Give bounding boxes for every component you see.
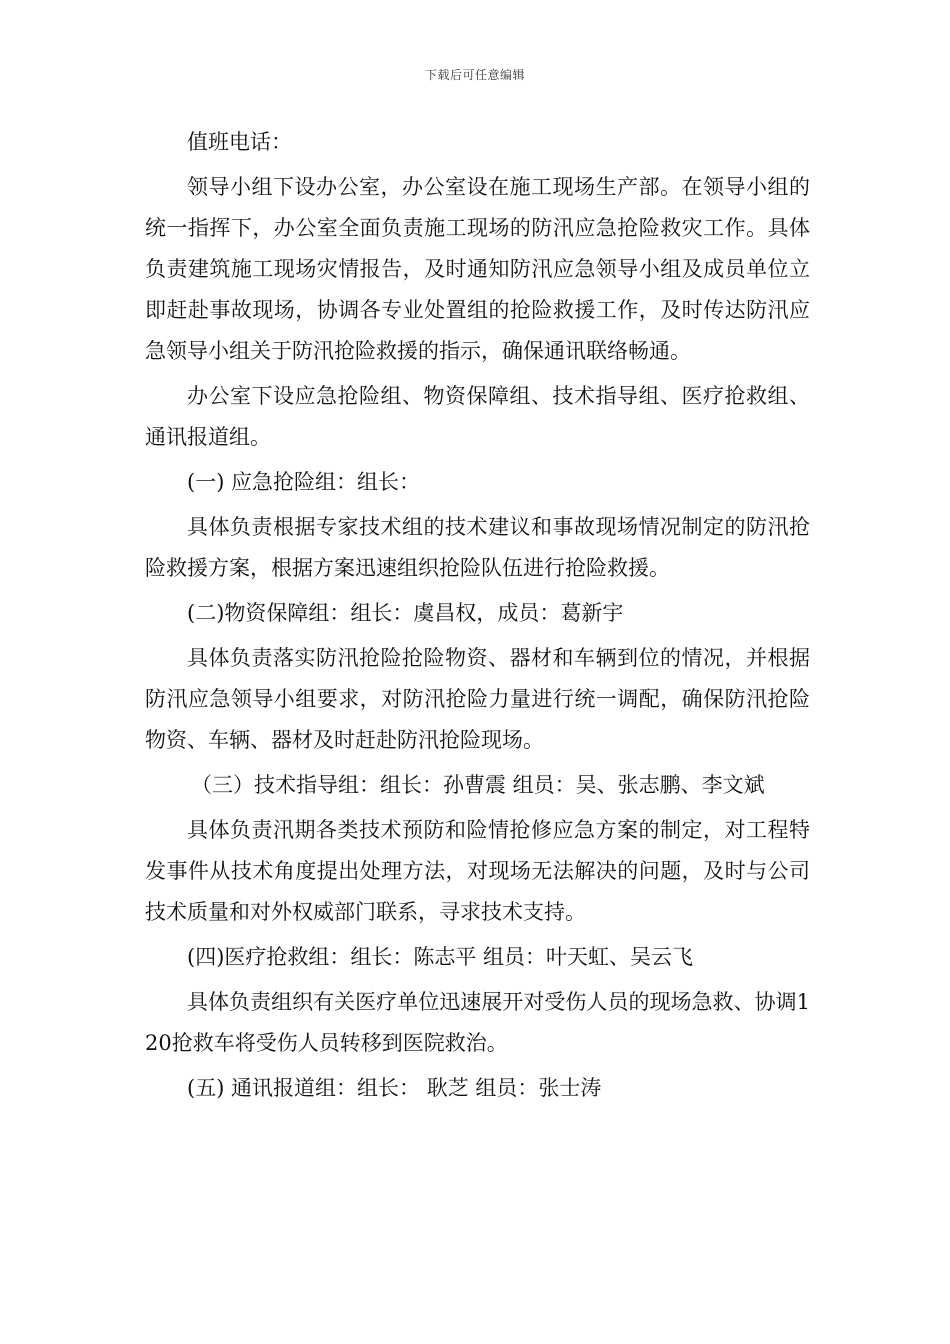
emergency-rescue-group-duties: 具体负责根据专家技术组的技术建议和事故现场情况制定的防汛抢险救援方案，根据方案迅速组织抢险队伍进行抢险救援。 bbox=[145, 515, 810, 580]
duty-phone-line: 值班电话： bbox=[187, 130, 292, 154]
medical-rescue-group-heading: (四)医疗抢救组：组长：陈志平 组员：叶天虹、吴云飞 bbox=[187, 945, 694, 969]
technical-guidance-group-duties: 具体负责汛期各类技术预防和险情抢修应急方案的制定，对工程特发事件从技术角度提出处理方法，对现场无法解决的问题，及时与公司技术质量和对外权威部门联系，寻求技术支持。 bbox=[145, 818, 810, 924]
office-groups-paragraph: 办公室下设应急抢险组、物资保障组、技术指导组、医疗抢救组、通讯报道组。 bbox=[145, 384, 810, 449]
technical-guidance-group-heading: （三）技术指导组：组长：孙曹震 组员：吴、张志鹏、李文斌 bbox=[191, 773, 765, 797]
material-support-group-heading: (二)物资保障组：组长：虞昌权，成员：葛新宇 bbox=[187, 601, 624, 625]
medical-rescue-group-duties: 具体负责组织有关医疗单位迅速展开对受伤人员的现场急救、协调120抢救车将受伤人员转移到医院救治。 bbox=[145, 990, 810, 1055]
material-support-group-duties: 具体负责落实防汛抢险抢险物资、器材和车辆到位的情况，并根据防汛应急领导小组要求，对防汛抢险力量进行统一调配，确保防汛抢险物资、车辆、器材及时赶赴防汛抢险现场。 bbox=[145, 646, 810, 752]
page-header: 下载后可任意编辑 bbox=[424, 68, 525, 82]
office-responsibilities-paragraph: 领导小组下设办公室，办公室设在施工现场生产部。在领导小组的统一指挥下，办公室全面负责施工现场的防汛应急抢险救灾工作。具体负责建筑施工现场灾情报告，及时通知防汛应急领导小组及成员单位立即赶赴事故现场，协调各专业处置组的抢险救援工作，及时传达防汛应急领导小组关于防汛抢险救援的指示，确保通讯联络畅通。 bbox=[145, 175, 810, 363]
communication-report-group-heading: (五) 通讯报道组：组长： 耿芝 组员：张士涛 bbox=[187, 1076, 602, 1100]
document-body bbox=[145, 122, 810, 1113]
emergency-rescue-group-heading: (一) 应急抢险组：组长： bbox=[187, 470, 421, 494]
